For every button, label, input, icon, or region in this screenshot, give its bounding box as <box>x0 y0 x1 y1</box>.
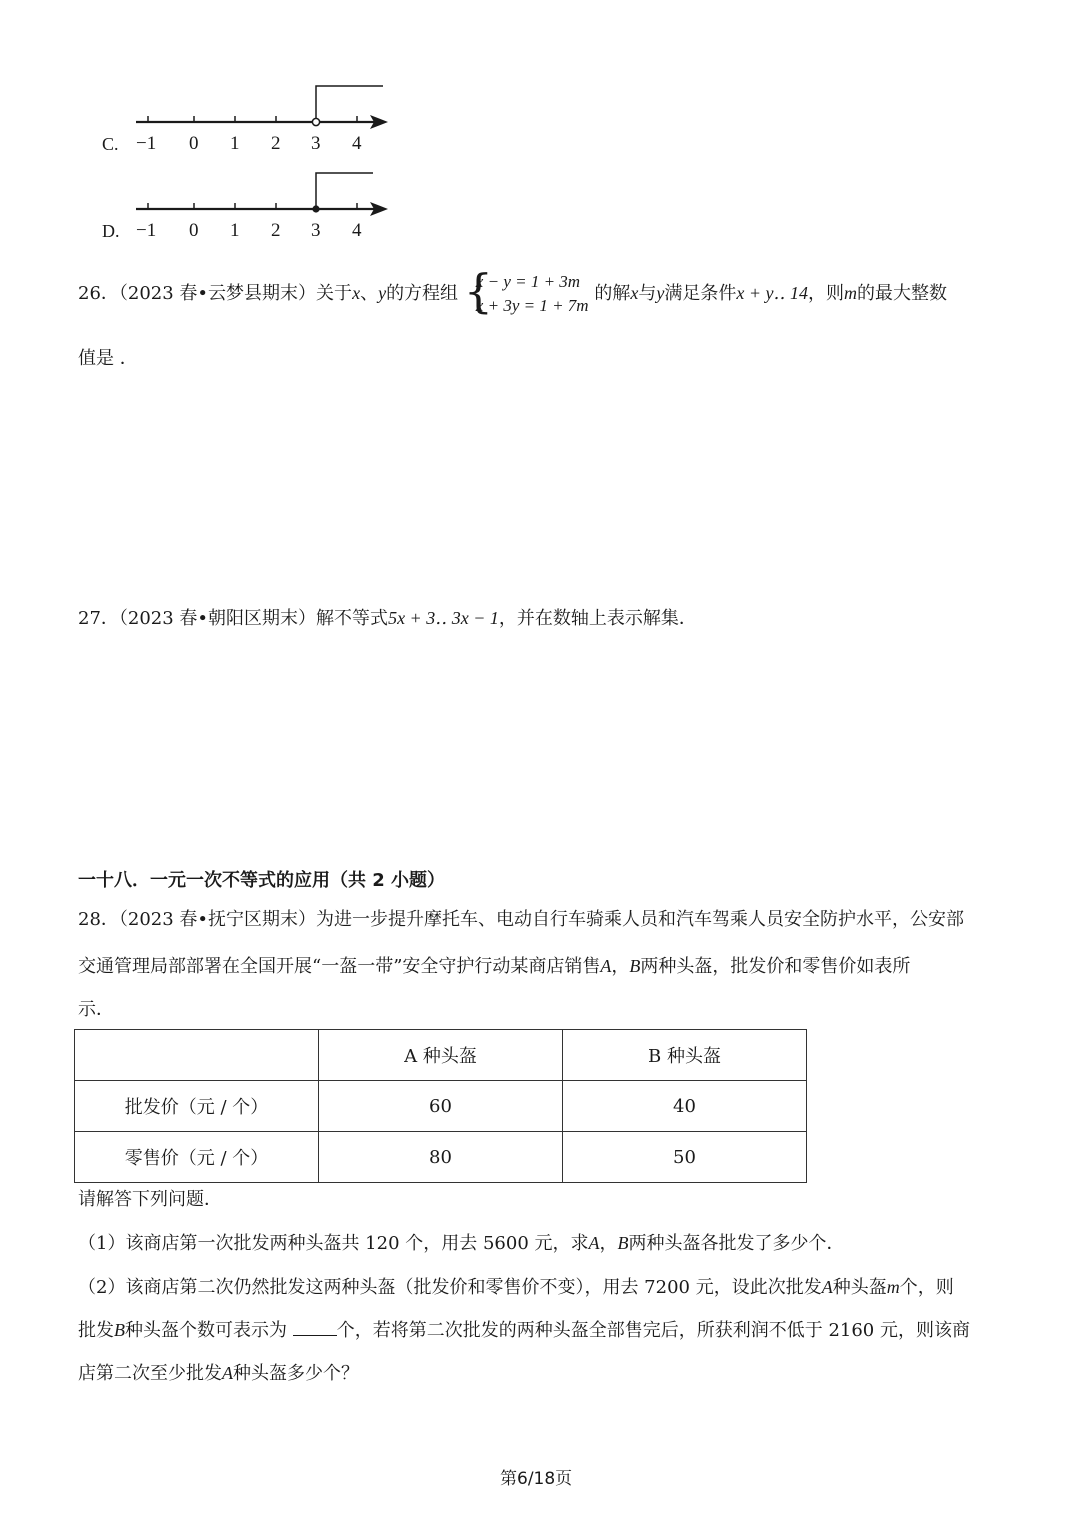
question-26-line-2: 值是 ． <box>78 348 138 369</box>
tick-label: 1 <box>230 220 240 241</box>
tick-label: 0 <box>189 133 199 154</box>
tick-label: 4 <box>352 133 362 154</box>
tick-label: −1 <box>136 220 157 241</box>
var-y: y <box>378 283 387 303</box>
question-28-part-2-line-1 <box>78 1273 954 1302</box>
option-c-number-line <box>100 78 400 158</box>
table-cell: 80 <box>319 1132 563 1183</box>
q28-p2-text: 个，则 <box>899 1277 954 1298</box>
var-B: B <box>114 1320 125 1340</box>
question-28-part-2-line-3 <box>78 1359 359 1388</box>
condition-expr: x + y‥ 14 <box>736 283 808 303</box>
var-A: A <box>821 1277 833 1297</box>
q26-sep: 、 <box>360 283 379 304</box>
open-circle-marker <box>312 118 319 125</box>
q27-text-2: ，并在数轴上表示解集． <box>498 608 697 629</box>
q28-p2-text: 种头盔 <box>832 1277 887 1298</box>
q28-p2-text: 批发 <box>78 1320 114 1341</box>
q28-text: 两种头盔，批发价和零售价如表所 <box>640 956 911 977</box>
option-c-label: C. <box>102 134 119 154</box>
number-line-c-svg <box>100 78 400 158</box>
table-cell: 批发价（元 / 个） <box>75 1081 319 1132</box>
q26-mid4: 满足条件 <box>664 283 737 304</box>
equation-1: x − y = 1 + 3m <box>475 272 581 291</box>
q28-p2-text: （2）该商店第二次仍然批发这两种头盔（批发价和零售价不变），用去 7200 元，设此次批发 <box>78 1277 822 1298</box>
var-A: A <box>600 956 612 976</box>
table-cell: 40 <box>563 1081 807 1132</box>
var-x: x <box>630 283 639 303</box>
q28-p2-text: 种头盔多少个？ <box>233 1363 359 1384</box>
tick-label: 3 <box>311 220 321 241</box>
number-line-d-svg <box>100 165 400 245</box>
question-28-prompt: 请解答下列问题． <box>78 1189 222 1210</box>
section-title: 一十八．一元一次不等式的应用（共 2 小题） <box>78 870 446 891</box>
answer-blank[interactable] <box>293 1317 337 1336</box>
q26-mid3: 与 <box>638 283 657 304</box>
equation-2: x + 3y = 1 + 7m <box>475 296 589 315</box>
q28-sep: ， <box>611 956 630 977</box>
question-28-line-2 <box>78 952 910 981</box>
tick-label: 2 <box>271 220 281 241</box>
table-header-cell <box>75 1030 319 1081</box>
var-A: A <box>588 1233 600 1253</box>
q28-p2-text: 种头盔个数可表示为 <box>125 1320 287 1341</box>
filled-circle-marker <box>312 205 319 212</box>
option-d-number-line <box>100 165 400 245</box>
question-27 <box>78 604 697 633</box>
table-header-cell: A 种头盔 <box>319 1030 563 1081</box>
q28-p2-text: 店第二次至少批发 <box>78 1363 222 1384</box>
var-m: m <box>843 283 857 303</box>
q28-sep: ， <box>599 1233 618 1254</box>
var-B: B <box>617 1233 629 1253</box>
tick-label: 3 <box>311 133 321 154</box>
table-header-row <box>75 1030 807 1081</box>
table-cell: 60 <box>319 1081 563 1132</box>
table-header-cell: B 种头盔 <box>563 1030 807 1081</box>
q28-p1-text: 两种头盔各批发了多少个． <box>628 1233 845 1254</box>
page-number: 第6/18页 <box>500 1469 573 1489</box>
var-y: y <box>656 283 665 303</box>
q27-text-1: 27．（2023 春•朝阳区期末）解不等式 <box>78 608 389 629</box>
tick-label: 0 <box>189 220 199 241</box>
q28-p1-text: （1）该商店第一次批发两种头盔共 120 个，用去 5600 元，求 <box>78 1233 589 1254</box>
inequality-expr: 5x + 3‥ 3x − 1 <box>388 608 499 628</box>
q26-mid2: 的解 <box>594 283 631 304</box>
q26-mid5: ，则 <box>807 283 844 304</box>
q28-text: 交通管理局部部署在全国开展“一盔一带”安全守护行动某商店销售 <box>78 956 601 977</box>
var-B: B <box>629 956 641 976</box>
table-row <box>75 1081 807 1132</box>
var-m: m <box>886 1277 900 1297</box>
q26-suffix: 的最大整数 <box>856 283 947 304</box>
q28-p2-text: 个，若将第二次批发的两种头盔全部售完后，所获利润不低于 2160 元，则该商 <box>336 1320 970 1341</box>
question-28-line-3: 示． <box>78 999 114 1020</box>
question-28-part-2-line-2 <box>78 1316 970 1345</box>
option-d-label: D. <box>102 221 120 241</box>
tick-label: 1 <box>230 133 240 154</box>
table-cell: 零售价（元 / 个） <box>75 1132 319 1183</box>
var-A: A <box>222 1363 233 1383</box>
equation-system <box>463 264 589 318</box>
tick-label: −1 <box>136 133 157 154</box>
q26-mid1: 的方程组 <box>386 283 459 304</box>
brace-symbol: { <box>463 264 494 318</box>
tick-label: 2 <box>271 133 281 154</box>
table-cell: 50 <box>563 1132 807 1183</box>
tick-label: 4 <box>352 220 362 241</box>
question-28-line-1: 28．（2023 春•抚宁区期末）为进一步提升摩托车、电动自行车骑乘人员和汽车驾乘人员安全防护水平，公安部 <box>78 909 965 930</box>
table-row <box>75 1132 807 1183</box>
price-table <box>74 1029 807 1183</box>
question-26-line-1 <box>78 264 947 318</box>
q26-prefix: 26．（2023 春•云梦县期末）关于 <box>78 283 353 304</box>
var-x: x <box>352 283 361 303</box>
question-28-part-1 <box>78 1229 845 1258</box>
